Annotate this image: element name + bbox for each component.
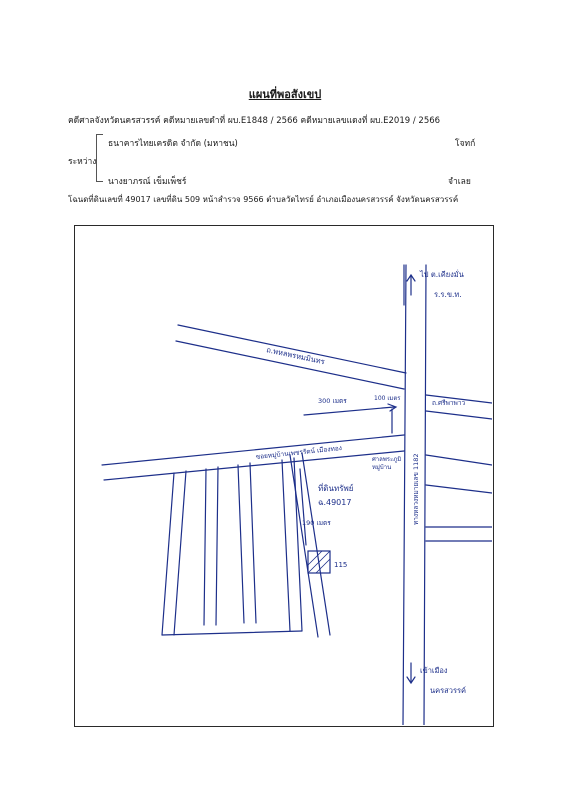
map-label-road-1: ถ.พหลพรหมมินทร <box>265 345 326 367</box>
parcel-road-left <box>290 455 318 637</box>
lane-1 <box>162 473 174 635</box>
soi-top <box>102 435 404 465</box>
party-bracket <box>96 134 103 182</box>
map-label-parcel: ที่ดินทรัพย์ <box>318 484 354 493</box>
map-label-north-sub: ร.ร.ข.ท. <box>434 290 462 299</box>
map-label-to-south: เข้าเมือง <box>420 666 448 675</box>
right-block-2 <box>426 485 492 493</box>
page-title: แผนที่พอสังเขป <box>248 88 322 101</box>
map-label-soi: ซอยหมู่บ้านเพชรรัตน์ เมืองทอง <box>255 443 343 461</box>
parcel-hatch <box>308 551 330 573</box>
highway-left-edge <box>403 265 406 725</box>
case-number-line: คดีศาลจังหวัดนครสวรรค์ คดีหมายเลขดำที่ ผบ.E1848 / 2566 คดีหมายเลขแดงที่ ผบ.E2019 / 2566 <box>68 116 441 126</box>
lane-3b <box>250 463 256 623</box>
lane-3 <box>238 465 244 623</box>
map-label-highway: ทางหลวงหมายเลข 1182 <box>412 453 420 525</box>
defendant-name: นางยาภรณ์ เข็มเพ็ชร์ <box>108 177 187 187</box>
south-arrow <box>407 663 415 683</box>
map-label-road-2: ถ.ศรีพาพาว <box>432 399 466 407</box>
between-label: ระหว่าง <box>68 157 97 167</box>
soi-bottom <box>104 451 404 480</box>
defendant-role: จำเลย <box>448 177 471 187</box>
dist-300-arrow <box>304 404 396 415</box>
lane-1b <box>174 471 186 635</box>
map-label-to-north: ไป ต.เคียงมั่น <box>420 270 464 279</box>
lane-4 <box>282 460 290 631</box>
map-label-side-note: ศาลพระภูมิ <box>372 456 402 463</box>
right-block-1 <box>426 455 492 465</box>
dist-190-arrow <box>300 469 306 545</box>
map-label-small-road: 115 <box>334 561 348 569</box>
map-label-south-sub: นครสวรรค์ <box>430 686 467 695</box>
road-2-bottom <box>426 411 492 419</box>
map-label-side-note-2: หมู่บ้าน <box>372 464 392 471</box>
lane-2b <box>216 467 218 625</box>
map-label-parcel-no: ฉ.49017 <box>318 498 352 507</box>
map-label-dist-300: 300 เมตร <box>318 397 347 405</box>
plaintiff-name: ธนาคารไทยเครดิต จำกัด (มหาชน) <box>108 139 238 149</box>
lane-2 <box>204 469 206 625</box>
map-label-dist-100: 100 เมตร <box>374 395 401 402</box>
plaintiff-role: โจทก์ <box>455 139 476 149</box>
deed-line: โฉนดที่ดินเลขที่ 49017 เลขที่ดิน 509 หน้าสำรวจ 9566 ตำบลวัดไทรย์ อำเภอเมืองนครสวรรค์ จังหวัดนครสวรรค์ <box>68 195 459 204</box>
sketch-map <box>74 225 492 725</box>
highway-right-edge <box>424 265 426 725</box>
map-label-dist-190: 190 เมตร <box>302 519 331 527</box>
north-arrow <box>407 275 415 295</box>
lane-bottom <box>162 631 302 635</box>
